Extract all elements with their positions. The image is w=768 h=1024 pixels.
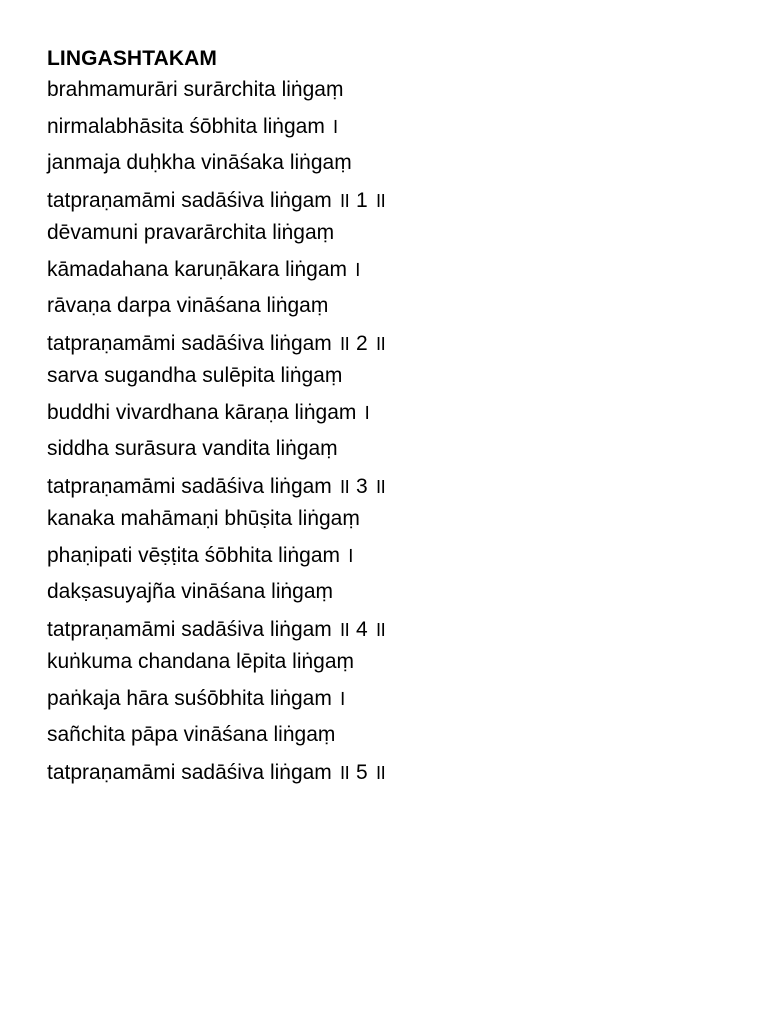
verse-line: buddhi vivardhana kāraṇa liṅgam । xyxy=(47,401,371,424)
verse-line: brahmamurāri surārchita liṅgaṃ xyxy=(47,78,344,101)
verse-line: kāmadahana karuṇākara liṅgam । xyxy=(47,258,361,281)
verse-line: phaṇipati vēṣṭita śōbhita liṅgam । xyxy=(47,544,354,567)
verse-line: dakṣasuyajña vināśana liṅgaṃ xyxy=(47,580,334,603)
verse-line: kuṅkuma chandana lēpita liṅgaṃ xyxy=(47,650,355,673)
verse-refrain-line: tatpraṇamāmi sadāśiva liṅgam ॥ 3 ॥ xyxy=(47,475,387,498)
verse-line: dēvamuni pravarārchita liṅgaṃ xyxy=(47,221,335,244)
verse-line: sarva sugandha sulēpita liṅgaṃ xyxy=(47,364,343,387)
verse-line: paṅkaja hāra suśōbhita liṅgam । xyxy=(47,687,346,710)
verse-refrain-line: tatpraṇamāmi sadāśiva liṅgam ॥ 4 ॥ xyxy=(47,618,387,641)
verse-line: kanaka mahāmaṇi bhūṣita liṅgaṃ xyxy=(47,507,360,530)
stanza-2 xyxy=(47,219,737,357)
verse-line: siddha surāsura vandita liṅgaṃ xyxy=(47,437,338,460)
verse-line: janmaja duḥkha vināśaka liṅgaṃ xyxy=(47,151,352,174)
document-page xyxy=(47,44,737,791)
stanza-3 xyxy=(47,362,737,500)
verse-refrain-line: tatpraṇamāmi sadāśiva liṅgam ॥ 1 ॥ xyxy=(47,189,387,212)
verse-refrain-line: tatpraṇamāmi sadāśiva liṅgam ॥ 5 ॥ xyxy=(47,761,387,784)
stanza-4 xyxy=(47,505,737,643)
verse-line: rāvaṇa darpa vināśana liṅgaṃ xyxy=(47,294,329,317)
stanza-5 xyxy=(47,648,737,786)
verse-line: nirmalabhāsita śōbhita liṅgam । xyxy=(47,115,339,138)
document-title: LINGASHTAKAM xyxy=(47,47,217,70)
verse-refrain-line: tatpraṇamāmi sadāśiva liṅgam ॥ 2 ॥ xyxy=(47,332,387,355)
verse-line: sañchita pāpa vināśana liṅgaṃ xyxy=(47,723,336,746)
stanza-1 xyxy=(47,76,737,214)
